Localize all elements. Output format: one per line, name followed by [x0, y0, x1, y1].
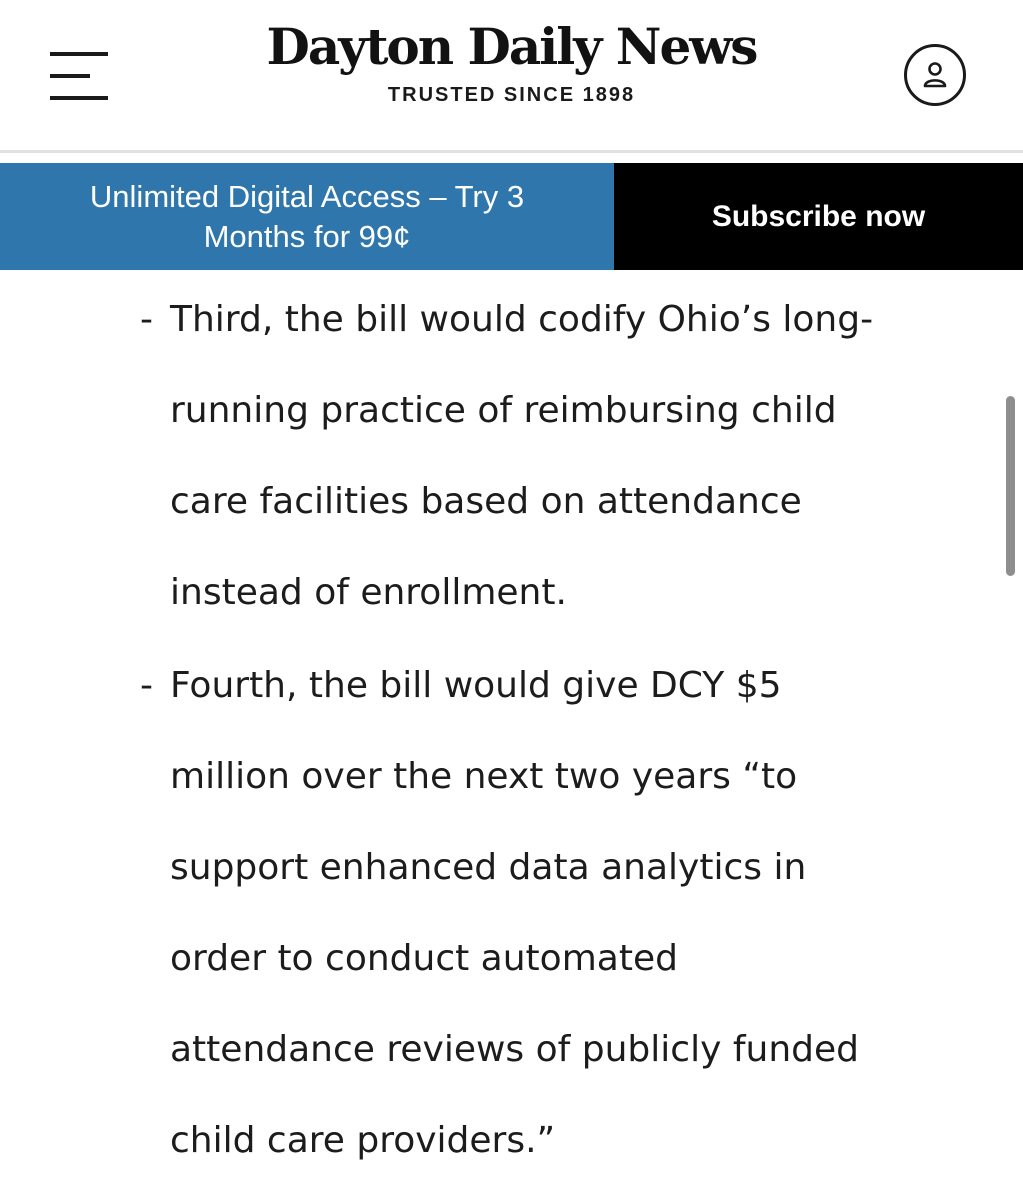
site-header: [0, 0, 1023, 153]
promo-offer-text: Unlimited Digital Access – Try 3 Months for 99¢: [89, 178, 525, 254]
masthead: [0, 16, 1023, 107]
article-line: support enhanced data analytics in: [170, 847, 807, 888]
article-line: running practice of reimbursing child: [170, 390, 837, 431]
article-line: instead of enrollment.: [170, 572, 567, 613]
subscribe-button-label: Subscribe now: [711, 199, 926, 233]
article-bullet: [140, 640, 960, 1186]
article-line: million over the next two years “to: [170, 756, 798, 797]
article-line: Fourth, the bill would give DCY $5: [170, 665, 782, 706]
subscribe-now-button[interactable]: [614, 163, 1023, 270]
masthead-logo[interactable]: Dayton Daily News: [266, 17, 757, 76]
article-line: attendance reviews of publicly funded: [170, 1029, 859, 1070]
article-bullet: [140, 274, 960, 638]
user-account-icon[interactable]: [904, 44, 966, 106]
article-line: order to conduct automated: [170, 938, 678, 979]
user-silhouette-icon: [920, 60, 950, 90]
article-line: child care providers.”: [170, 1120, 556, 1161]
masthead-tagline: TRUSTED SINCE 1898: [387, 84, 636, 106]
scrollbar-thumb[interactable]: [1006, 396, 1015, 576]
article-body: [0, 270, 1023, 1200]
bullet-dash: -: [140, 299, 153, 340]
article-line: Third, the bill would codify Ohio’s long-: [170, 299, 874, 340]
promo-offer[interactable]: [0, 163, 614, 270]
article-line: care facilities based on attendance: [170, 481, 802, 522]
subscription-promo-bar: [0, 163, 1023, 270]
bullet-dash: -: [140, 665, 153, 706]
